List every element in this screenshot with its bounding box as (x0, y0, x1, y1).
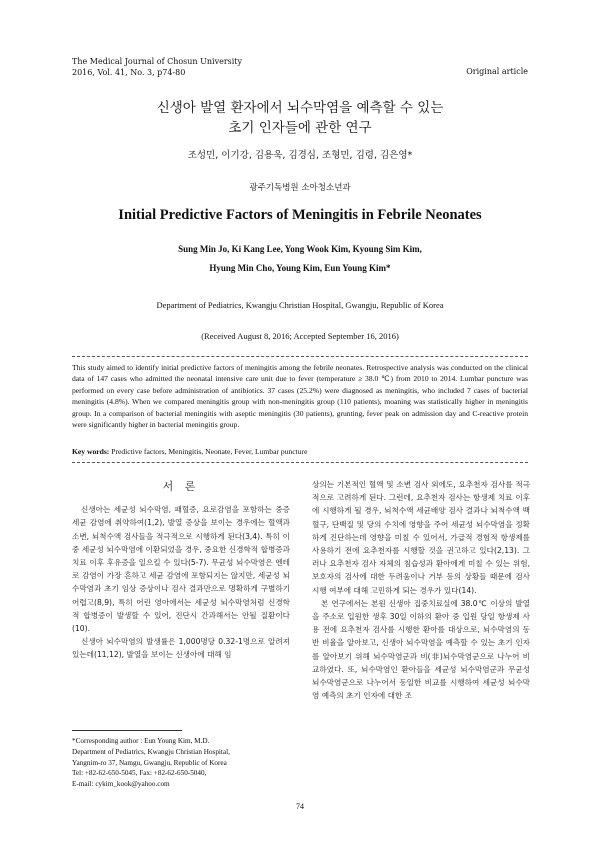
english-affiliation: Department of Pediatrics, Kwangju Christian Hospital, Gwangju, Republic of Korea (156, 300, 444, 310)
abstract-text: This study aimed to identify initial predictive factors of meningitis among the febrile neonates. Retrospective analysis was conducted on the clinical data of 147 cases who admitted the neonatal intensive care unit due to fever (temperature ≥ 38.0 ℃) from 2010 to 2014. Lumbar puncture was performed on every case before administration of antibiotics. 37 cases (25.2%) were diagnosed as meningitis, who included 7 cases of bacterial meningitis (4.8%). When we compared meningitis group with non-meningitis group (110 patients), moaning was statistically higher in meningitis group. In a comparison of bacterial meningitis with aseptic meningitis (30 patients), grunting, fever peak on admission day and C-reactive protein were significantly higher in bacterial meningitis group. (72, 363, 528, 430)
korean-title-line2: 초기 인자들에 관한 연구 (228, 120, 372, 136)
english-authors-line2: Hyung Min Cho, Young Kim, Eun Young Kim* (209, 263, 391, 273)
journal-volume: 2016, Vol. 41, No. 3, p74-80 (72, 68, 186, 77)
footnote-email: E-mail: cykim_kook@yahoo.com (72, 780, 170, 789)
korean-title-line1: 신생아 발열 환자에서 뇌수막염을 예측할 수 있는 (156, 100, 444, 116)
english-title: Initial Predictive Factors of Meningitis in Febrile Neonates (118, 207, 482, 223)
journal-header (72, 56, 242, 78)
section-heading-introduction: 서 론 (162, 480, 200, 493)
korean-title (60, 98, 540, 138)
body-paragraph: 상의는 기본적인 혈액 및 소변 검사 외에도, 요추천자 검사를 적극적으로 고려하게 된다. 그런데, 요추천자 검사는 항생제 치료 이후에 시행하게 될 경우, 뇌척수액 세균배양 검사 결과나 뇌척수액 백혈구, 단백질 및 당의 수치에 영향을 주어 세균성 뇌수막염을 정확하게 진단하는데 영향을 미칠 수 있어서, 가급적 경험적 항생제를 사용하기 전에 요추천자를 시행할 것을 권고하고 있다(2,13). 그러나 요추천자 검사 자체의 침습성과 환아에게 미칠 수 있는 위험, 보호자의 검사에 대한 두려움이나 거부 등의 상황들 때문에 검사 시행 여부에 대해 고민하게 되는 경우가 있다(14). (312, 480, 530, 595)
footnote-divider (72, 730, 182, 731)
korean-affiliation: 광주기독병원 소아청소년과 (249, 183, 351, 193)
received-dates: (Received August 8, 2016; Accepted September 16, 2016) (201, 331, 399, 341)
body-column-right (312, 478, 530, 702)
body-column-left (72, 478, 290, 662)
keywords-list: Predictive factors, Meningitis, Neonate, Fever, Lumbar puncture (109, 447, 308, 456)
footnote-line: Department of Pediatrics, Kwangju Christian Hospital, (72, 747, 230, 756)
keywords-label: Key words: (72, 447, 110, 456)
abstract-bottom-divider (72, 462, 528, 463)
abstract-top-divider (72, 356, 528, 357)
english-authors-line1: Sung Min Jo, Ki Kang Lee, Yong Wook Kim, Kyoung Sim Kim, (178, 244, 422, 254)
corresponding-author-footnote (72, 736, 292, 790)
english-authors (60, 240, 540, 278)
body-paragraph: 신생아는 세균성 뇌수막염, 패혈증, 요로감염을 포함하는 중증 세균 감염에 취약하여(1,2), 발열 증상을 보이는 경우에는 혈액과 소변, 뇌척수액 검사들을 적극적으로 시행하게 된다(3,4). 특히 이 중 세균성 뇌수막염에 이환되었을 경우, 중요한 신경학적 합병증과 치료 이후 후유증을 일으킬 수 있다(5-7). 무균성 뇌수막염은 엔테로 감염이 가장 흔하고 세균 감염에 포함되지는 않지만, 세균성 뇌수막염과 초기 임상 증상이나 검사 결과만으로 명확하게 구별하기 어렵고(8,9), 특히 어린 영아에서는 세균성 뇌수막염처럼 신경학적 합병증이 발생할 수 있어, 진단시 간과해서는 안될 질환이다(10). (72, 505, 290, 634)
korean-authors: 조성민, 이기강, 김용욱, 김경심, 조형민, 김령, 김은영* (187, 150, 413, 161)
article-type: Original article (466, 67, 528, 76)
page-number: 74 (296, 802, 304, 811)
keywords (72, 447, 307, 456)
footnote-line: *Corresponding author : Eun Young Kim, M.D. (72, 737, 210, 745)
journal-name: The Medical Journal of Chosun University (72, 57, 243, 66)
footnote-line: Tel: +82-62-650-5045, Fax: +82-62-650-5040, (72, 769, 207, 778)
body-paragraph: 본 연구에서는 본원 신생아 집중치료실에 38.0℃ 이상의 발열을 주소로 입원한 생후 30일 이하의 환아 중 입원 당일 항생제 사용 전에 요추천자 검사를 시행한 환아를 대상으로, 뇌수막염의 동반 비율을 알아보고, 신생아 뇌수막염을 예측할 수 있는 초기 인자를 알아보기 위해 뇌수막염군과 비(非)뇌수막염군으로 나누어 비교하였다. 또, 뇌수막염인 환아들을 세균성 뇌수막염군과 무균성 뇌수막염군으로 나누어서 동일한 비교를 시행하여 세균성 뇌수막염 예측의 초기 인자에 대한 조 (312, 598, 530, 701)
footnote-line: Yangnim-ro 37, Namgu, Gwangju, Republic of Korea (72, 758, 227, 767)
body-paragraph: 신생아 뇌수막염의 발생률은 1,000명당 0.32-1명으로 알려져 있는데(11,12), 발열을 보이는 신생아에 대해 임 (72, 637, 290, 660)
